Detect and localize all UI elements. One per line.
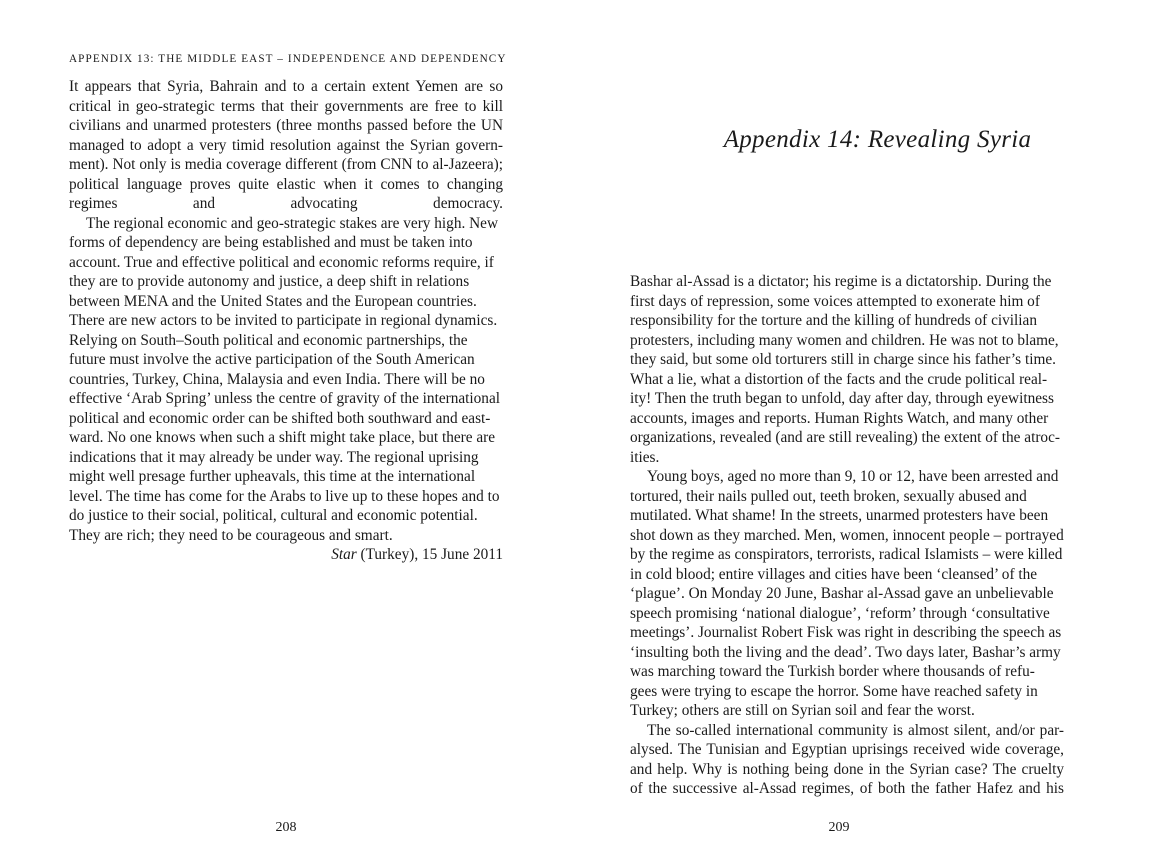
text-line: They are rich; they need to be courageous and smart. xyxy=(69,526,393,544)
text-line: ities. xyxy=(630,448,660,466)
text-line: by the regime as conspirators, terrorists, radical Islamists – were killed xyxy=(630,546,1063,563)
text-line: they are to provide autonomy and justice, a deep shift in relations xyxy=(69,273,470,290)
text-line: accounts, images and reports. Human Rights Watch, and many other xyxy=(630,409,1049,427)
text-line: The so-called international community is almost silent, and/or par- xyxy=(647,721,1064,739)
text-line: do justice to their social, political, cultural and economic potential. xyxy=(69,507,478,524)
right-page-body xyxy=(630,272,1064,799)
text-line: between MENA and the United States and the European countries. xyxy=(69,292,477,310)
text-line: first days of repression, some voices attempted to exonerate him of xyxy=(630,292,1040,310)
paragraph xyxy=(630,467,1064,721)
paragraph xyxy=(630,272,1064,467)
text-line: and help. Why is nothing being done in the Syrian case? The cruelty xyxy=(630,760,1064,778)
text-line: alysed. The Tunisian and Egyptian uprisings received wide coverage, xyxy=(630,741,1064,758)
text-line: ment). Not only is media coverage different (from CNN to al-Jazeera); xyxy=(69,156,503,173)
text-line: shot down as they marched. Men, women, innocent people – portrayed xyxy=(630,526,1064,544)
text-line: responsibility for the torture and the killing of hundreds of civilian xyxy=(630,312,1037,329)
right-page xyxy=(585,0,1170,851)
text-line: speech promising ‘national dialogue’, ‘reform’ through ‘consultative xyxy=(630,604,1050,622)
text-line: There are new actors to be invited to participate in regional dynamics. xyxy=(69,312,498,329)
text-line: ity! Then the truth began to unfold, day after day, through eyewitness xyxy=(630,390,1054,407)
page-number: 208 xyxy=(275,820,297,835)
text-line: of the successive al-Assad regimes, of both the father Hafez and his xyxy=(630,780,1064,797)
text-line: might well presage further upheavals, this time at the international xyxy=(69,468,476,485)
text-line: forms of dependency are being established and must be taken into xyxy=(69,234,473,251)
text-line: It appears that Syria, Bahrain and to a certain extent Yemen are so xyxy=(69,78,503,95)
paragraph xyxy=(69,214,503,546)
text-line: organizations, revealed (and are still revealing) the extent of the atroc- xyxy=(630,429,1060,446)
text-line: mutilated. What shame! In the streets, unarmed protesters have been xyxy=(630,507,1049,524)
text-line: ward. No one knows when such a shift might take place, but there are xyxy=(69,429,496,446)
text-line: effective ‘Arab Spring’ unless the centre of gravity of the international xyxy=(69,390,500,407)
text-line: Young boys, aged no more than 9, 10 or 12, have been arrested and xyxy=(647,468,1059,485)
text-line: political language proves quite elastic when it comes to changing xyxy=(69,175,503,193)
text-line: The regional economic and geo-strategic stakes are very high. New xyxy=(86,214,499,232)
paragraph xyxy=(630,721,1064,799)
text-line: Bashar al-Assad is a dictator; his regime is a dictatorship. During the xyxy=(630,273,1052,290)
text-line: ‘plague’. On Monday 20 June, Bashar al-Assad gave an unbelievable xyxy=(630,585,1054,602)
text-line: countries, Turkey, China, Malaysia and even India. There will be no xyxy=(69,370,485,388)
text-line: managed to adopt a very timid resolution against the Syrian govern- xyxy=(69,136,503,154)
text-line: was marching toward the Turkish border where thousands of refu- xyxy=(630,663,1035,680)
text-line: civilians and unarmed protesters (three months passed before the UN xyxy=(69,117,503,134)
text-line: tortured, their nails pulled out, teeth broken, sexually abused and xyxy=(630,487,1027,505)
text-line: they said, but some old torturers still in charge since his father’s time. xyxy=(630,351,1056,368)
text-line: indications that it may already be under way. The regional uprising xyxy=(69,448,479,466)
text-line: gees were trying to escape the horror. Some have reached safety in xyxy=(630,682,1038,700)
page-number: 209 xyxy=(828,820,850,835)
text-line: account. True and effective political and economic reforms require, if xyxy=(69,253,494,271)
text-line: protesters, including many women and children. He was not to blame, xyxy=(630,331,1059,349)
text-line: regimes and advocating democracy. xyxy=(69,195,503,212)
attribution-publication: Star xyxy=(331,546,357,563)
text-line: critical in geo-strategic terms that their governments are free to kill xyxy=(69,97,503,115)
text-line: political and economic order can be shifted both southward and east- xyxy=(69,409,491,427)
text-line: Turkey; others are still on Syrian soil and fear the worst. xyxy=(630,702,975,719)
text-line: future must involve the active participation of the South American xyxy=(69,351,475,368)
text-line: meetings’. Journalist Robert Fisk was right in describing the speech as xyxy=(630,624,1062,641)
text-line: What a lie, what a distortion of the facts and the crude political real- xyxy=(630,370,1048,388)
left-page-body xyxy=(69,77,503,565)
source-attribution xyxy=(69,545,503,565)
text-line: level. The time has come for the Arabs to live up to these hopes and to xyxy=(69,487,500,505)
text-line: Relying on South–South political and economic partnerships, the xyxy=(69,331,468,349)
attribution-details: (Turkey), 15 June 2011 xyxy=(356,546,503,563)
text-line: ‘insulting both the living and the dead’. Two days later, Bashar’s army xyxy=(630,643,1061,661)
text-line: in cold blood; entire villages and cities have been ‘cleansed’ of the xyxy=(630,565,1038,583)
running-head: APPENDIX 13: THE MIDDLE EAST – INDEPENDENCE AND DEPENDENCY xyxy=(69,53,507,65)
chapter-title: Appendix 14: Revealing Syria xyxy=(723,126,1032,153)
paragraph xyxy=(69,77,503,214)
